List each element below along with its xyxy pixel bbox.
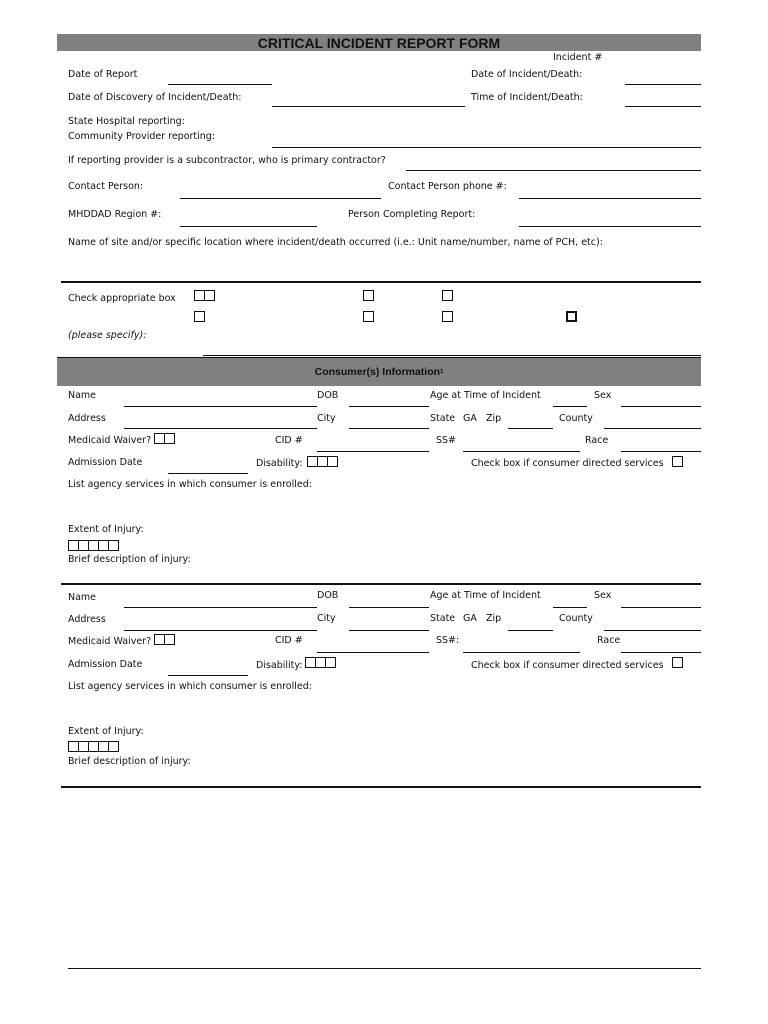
ss-label: SS#:: [436, 635, 460, 646]
county-field[interactable]: [604, 630, 701, 631]
community-provider-label: Community Provider reporting:: [68, 131, 216, 142]
medicaid-waiver-label: Medicaid Waiver?: [68, 435, 152, 446]
incident-type-checkbox[interactable]: [442, 290, 453, 301]
medicaid-waiver-label: Medicaid Waiver?: [68, 636, 152, 647]
address-field[interactable]: [124, 428, 317, 429]
disability-checkboxes[interactable]: [305, 657, 335, 668]
form-title: CRITICAL INCIDENT REPORT FORM: [57, 34, 701, 51]
race-label: Race: [597, 635, 621, 646]
race-field[interactable]: [621, 652, 701, 653]
county-label: County: [559, 613, 593, 624]
agency-services-label: List agency services in which consumer is enrolled:: [68, 479, 312, 490]
age-label: Age at Time of Incident: [430, 590, 541, 601]
date-of-incident-label: Date of Incident/Death:: [471, 69, 583, 80]
ss-field[interactable]: [463, 652, 580, 653]
race-field[interactable]: [621, 451, 701, 452]
city-field[interactable]: [349, 630, 429, 631]
consumer-section-header: [57, 357, 701, 386]
section-divider: [61, 786, 701, 788]
region-label: MHDDAD Region #:: [68, 209, 162, 220]
contact-person-label: Contact Person:: [68, 181, 144, 192]
incident-type-checkbox[interactable]: [363, 311, 374, 322]
provider-reporting-field[interactable]: [272, 147, 701, 148]
city-label: City: [317, 413, 336, 424]
disability-checkboxes[interactable]: [307, 456, 337, 467]
dob-label: DOB: [317, 390, 339, 401]
contact-phone-label: Contact Person phone #:: [388, 181, 507, 192]
incident-type-checkbox[interactable]: [566, 311, 577, 322]
sex-field[interactable]: [621, 607, 701, 608]
agency-services-label: List agency services in which consumer is enrolled:: [68, 681, 312, 692]
person-completing-label: Person Completing Report:: [348, 209, 476, 220]
contact-person-field[interactable]: [180, 198, 381, 199]
state-label: State: [430, 413, 456, 424]
address-label: Address: [68, 413, 106, 424]
name-label: Name: [68, 390, 97, 401]
please-specify-field[interactable]: [203, 355, 701, 356]
dob-field[interactable]: [349, 607, 429, 608]
city-label: City: [317, 613, 336, 624]
brief-description-label: Brief description of injury:: [68, 554, 191, 565]
consumer-directed-label: Check box if consumer directed services: [471, 660, 664, 671]
time-of-incident-field[interactable]: [625, 106, 701, 107]
zip-field[interactable]: [508, 428, 553, 429]
name-field[interactable]: [124, 406, 317, 407]
cid-label: CID #: [275, 635, 303, 646]
date-of-discovery-field[interactable]: [272, 106, 465, 107]
cid-field[interactable]: [317, 652, 429, 653]
dob-field[interactable]: [349, 406, 429, 407]
state-hospital-label: State Hospital reporting:: [68, 116, 185, 127]
incident-type-checkbox[interactable]: [363, 290, 374, 301]
name-field[interactable]: [124, 607, 317, 608]
cid-label: CID #: [275, 435, 303, 446]
please-specify-label: (please specify):: [68, 330, 147, 341]
zip-label: Zip: [486, 413, 502, 424]
state-value: GA: [463, 613, 477, 624]
medicaid-waiver-checkboxes[interactable]: [154, 433, 174, 444]
zip-label: Zip: [486, 613, 502, 624]
sex-field[interactable]: [621, 406, 701, 407]
consumer-directed-checkbox[interactable]: [672, 657, 683, 668]
sex-label: Sex: [594, 390, 612, 401]
admission-date-label: Admission Date: [68, 457, 143, 468]
county-label: County: [559, 413, 593, 424]
zip-field[interactable]: [508, 630, 553, 631]
cid-field[interactable]: [317, 451, 429, 452]
county-field[interactable]: [604, 428, 701, 429]
subcontractor-label: If reporting provider is a subcontractor, who is primary contractor?: [68, 155, 386, 166]
site-location-label: Name of site and/or specific location where incident/death occurred (i.e.: Unit name/number, name of PCH, etc):: [68, 237, 603, 248]
primary-contractor-field[interactable]: [406, 170, 701, 171]
admission-date-label: Admission Date: [68, 659, 143, 670]
incident-number-label: Incident #: [553, 52, 603, 63]
state-value: GA: [463, 413, 477, 424]
disability-label: Disability:: [256, 660, 303, 671]
address-field[interactable]: [124, 630, 317, 631]
extent-of-injury-label: Extent of Injury:: [68, 726, 144, 737]
ss-field[interactable]: [463, 451, 580, 452]
extent-of-injury-label: Extent of Injury:: [68, 524, 144, 535]
check-box-label: Check appropriate box: [68, 293, 176, 304]
admission-date-field[interactable]: [168, 473, 248, 474]
incident-type-checkbox[interactable]: [194, 311, 205, 322]
sex-label: Sex: [594, 590, 612, 601]
date-of-incident-field[interactable]: [625, 84, 701, 85]
admission-date-field[interactable]: [168, 675, 248, 676]
city-field[interactable]: [349, 428, 429, 429]
address-label: Address: [68, 614, 106, 625]
dob-label: DOB: [317, 590, 339, 601]
person-completing-field[interactable]: [519, 226, 701, 227]
age-field[interactable]: [553, 607, 587, 608]
ss-label: SS#: [436, 435, 457, 446]
disability-label: Disability:: [256, 458, 303, 469]
state-label: State: [430, 613, 456, 624]
consumer-directed-label: Check box if consumer directed services: [471, 458, 664, 469]
name-label: Name: [68, 592, 97, 603]
section-divider: [61, 281, 701, 283]
date-of-discovery-label: Date of Discovery of Incident/Death:: [68, 92, 242, 103]
consumer-divider: [61, 583, 701, 585]
contact-phone-field[interactable]: [519, 198, 701, 199]
date-of-report-label: Date of Report: [68, 69, 138, 80]
footnote-mark: 1: [440, 369, 444, 375]
incident-type-checkboxes[interactable]: [194, 290, 214, 301]
race-label: Race: [585, 435, 609, 446]
incident-type-checkbox[interactable]: [442, 311, 453, 322]
time-of-incident-label: Time of Incident/Death:: [471, 92, 583, 103]
brief-description-label: Brief description of injury:: [68, 756, 191, 767]
region-field[interactable]: [180, 226, 317, 227]
date-of-report-field[interactable]: [168, 84, 272, 85]
footer-rule: [68, 968, 701, 969]
age-field[interactable]: [553, 406, 587, 407]
consumer-section-title: Consumer(s) Information: [314, 366, 441, 378]
extent-of-injury-checkboxes[interactable]: [68, 540, 118, 551]
age-label: Age at Time of Incident: [430, 390, 541, 401]
extent-of-injury-checkboxes[interactable]: [68, 741, 118, 752]
medicaid-waiver-checkboxes[interactable]: [154, 634, 174, 645]
consumer-directed-checkbox[interactable]: [672, 456, 683, 467]
